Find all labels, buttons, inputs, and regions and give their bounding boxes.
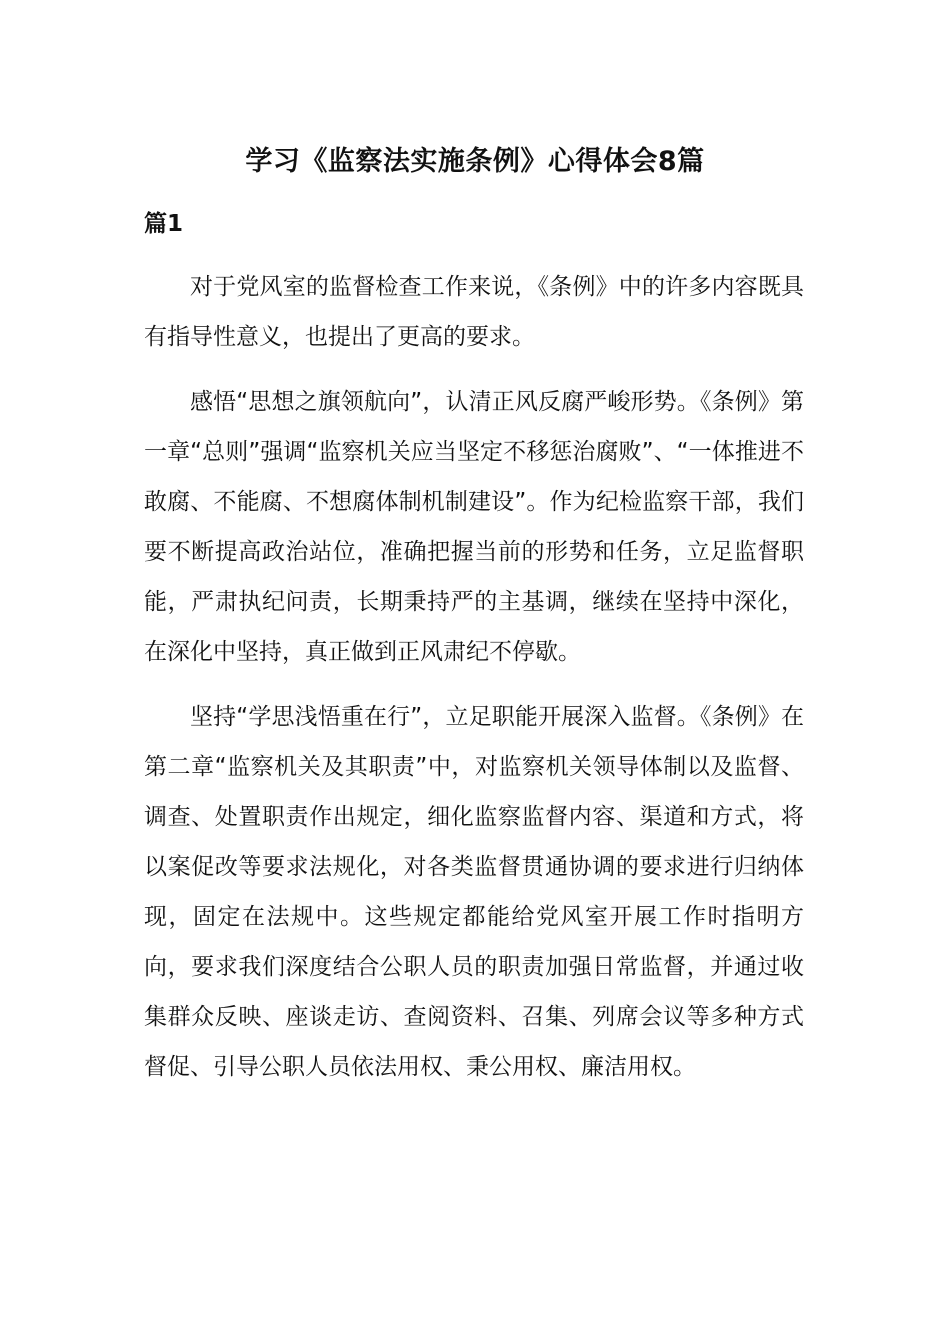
section-heading: 篇1 bbox=[144, 211, 184, 237]
paragraph-2: 感悟“思想之旗领航向”，认清正风反腐严峻形势。《条例》第一章“总则”强调“监察机关应当坚定不移惩治腐败”、“一体推进不敢腐、不能腐、不想腐体制机制建设”。作为纪检监察干部，我们要不断提高政治站位，准确把握当前的形势和任务，立足监督职能，严肃执纪问责，长期秉持严的主基调，继续在坚持中深化，在深化中坚持，真正做到正风肃纪不停歇。 bbox=[144, 389, 804, 665]
document-body bbox=[144, 262, 804, 1107]
paragraph-3: 坚持“学思浅悟重在行”，立足职能开展深入监督。《条例》在第二章“监察机关及其职责”中，对监察机关领导体制以及监督、调查、处置职责作出规定，细化监察监督内容、渠道和方式，将以案促改等要求法规化，对各类监督贯通协调的要求进行归纳体现，固定在法规中。这些规定都能给党风室开展工作时指明方向，要求我们深度结合公职人员的职责加强日常监督，并通过收集群众反映、座谈走访、查阅资料、召集、列席会议等多种方式督促、引导公职人员依法用权、秉公用权、廉洁用权。 bbox=[144, 704, 804, 1080]
document-title: 学习《监察法实施条例》心得体会8篇 bbox=[245, 146, 705, 177]
paragraph-1: 对于党风室的监督检查工作来说，《条例》中的许多内容既具有指导性意义，也提出了更高的要求。 bbox=[144, 274, 804, 350]
